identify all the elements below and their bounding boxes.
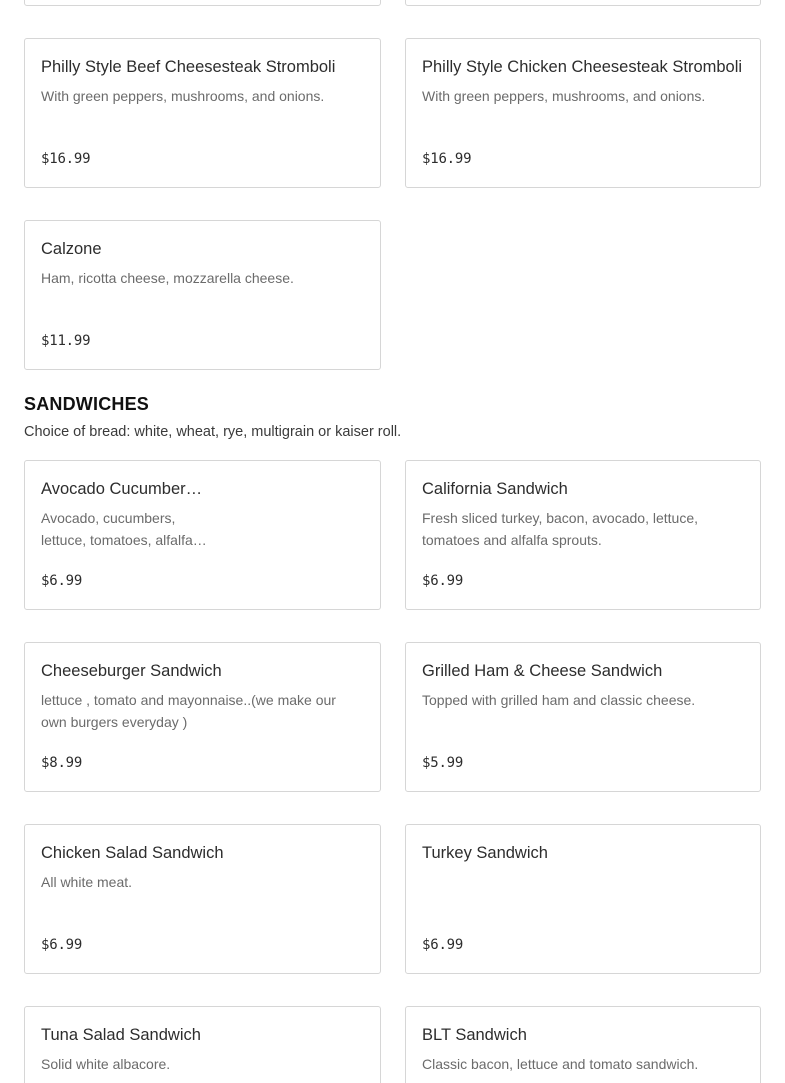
item-name: California Sandwich xyxy=(422,480,568,498)
item-price: $16.99 xyxy=(41,151,91,167)
menu-item-card[interactable] xyxy=(405,1006,761,1083)
item-description-line: lettuce, tomatoes, alfalfa… xyxy=(41,532,207,548)
item-description: With green peppers, mushrooms, and onions. xyxy=(422,88,706,104)
item-price: $8.99 xyxy=(41,755,83,771)
menu-item-card[interactable] xyxy=(405,38,761,188)
menu-item-card[interactable] xyxy=(405,642,761,792)
item-price: $16.99 xyxy=(422,151,472,167)
item-name: Chicken Salad Sandwich xyxy=(41,844,224,862)
item-name: Calzone xyxy=(41,240,102,258)
item-price: $6.99 xyxy=(41,573,83,589)
menu-item-card[interactable] xyxy=(405,824,761,974)
item-name: Tuna Salad Sandwich xyxy=(41,1026,201,1044)
item-description: Fresh sliced turkey, bacon, avocado, lettuce, tomatoes and alfalfa sprouts. xyxy=(422,510,698,548)
menu-item-card[interactable] xyxy=(24,460,381,610)
section-title: SANDWICHES xyxy=(24,394,150,414)
item-name: Philly Style Chicken Cheesesteak Stromboli xyxy=(422,58,743,76)
menu-item-card[interactable] xyxy=(24,1006,381,1083)
section-subtitle: Choice of bread: white, wheat, rye, multigrain or kaiser roll. xyxy=(24,424,402,440)
menu-item-card[interactable] xyxy=(24,642,381,792)
item-name: Philly Style Beef Cheesesteak Stromboli xyxy=(41,58,336,76)
menu-item-card[interactable] xyxy=(24,0,381,6)
item-price: $6.99 xyxy=(422,573,464,589)
item-price: $5.99 xyxy=(422,755,464,771)
menu-item-card[interactable] xyxy=(24,38,381,188)
menu-item-card[interactable] xyxy=(405,460,761,610)
item-name: Turkey Sandwich xyxy=(422,844,548,862)
item-description: Solid white albacore. xyxy=(41,1056,171,1072)
item-description-line: Avocado, cucumbers, xyxy=(41,510,176,526)
item-price: $6.99 xyxy=(41,937,83,953)
item-name: BLT Sandwich xyxy=(422,1026,527,1044)
menu-item-card[interactable] xyxy=(24,220,381,370)
item-description: All white meat. xyxy=(41,874,133,890)
item-description: Topped with grilled ham and classic cheese. xyxy=(422,692,696,708)
item-price: $6.99 xyxy=(422,937,464,953)
item-description: With green peppers, mushrooms, and onions. xyxy=(41,88,325,104)
item-price: $11.99 xyxy=(41,333,91,349)
item-name: Avocado Cucumber… xyxy=(41,480,203,498)
item-description: lettuce , tomato and mayonnaise..(we make our own burgers everyday ) xyxy=(41,692,336,730)
item-description: Classic bacon, lettuce and tomato sandwich. xyxy=(422,1056,699,1072)
item-description: Ham, ricotta cheese, mozzarella cheese. xyxy=(41,270,294,286)
menu-item-card[interactable] xyxy=(24,824,381,974)
menu-item-card[interactable] xyxy=(405,0,761,6)
item-description xyxy=(41,507,364,551)
item-name: Cheeseburger Sandwich xyxy=(41,662,222,680)
item-name: Grilled Ham & Cheese Sandwich xyxy=(422,662,663,680)
